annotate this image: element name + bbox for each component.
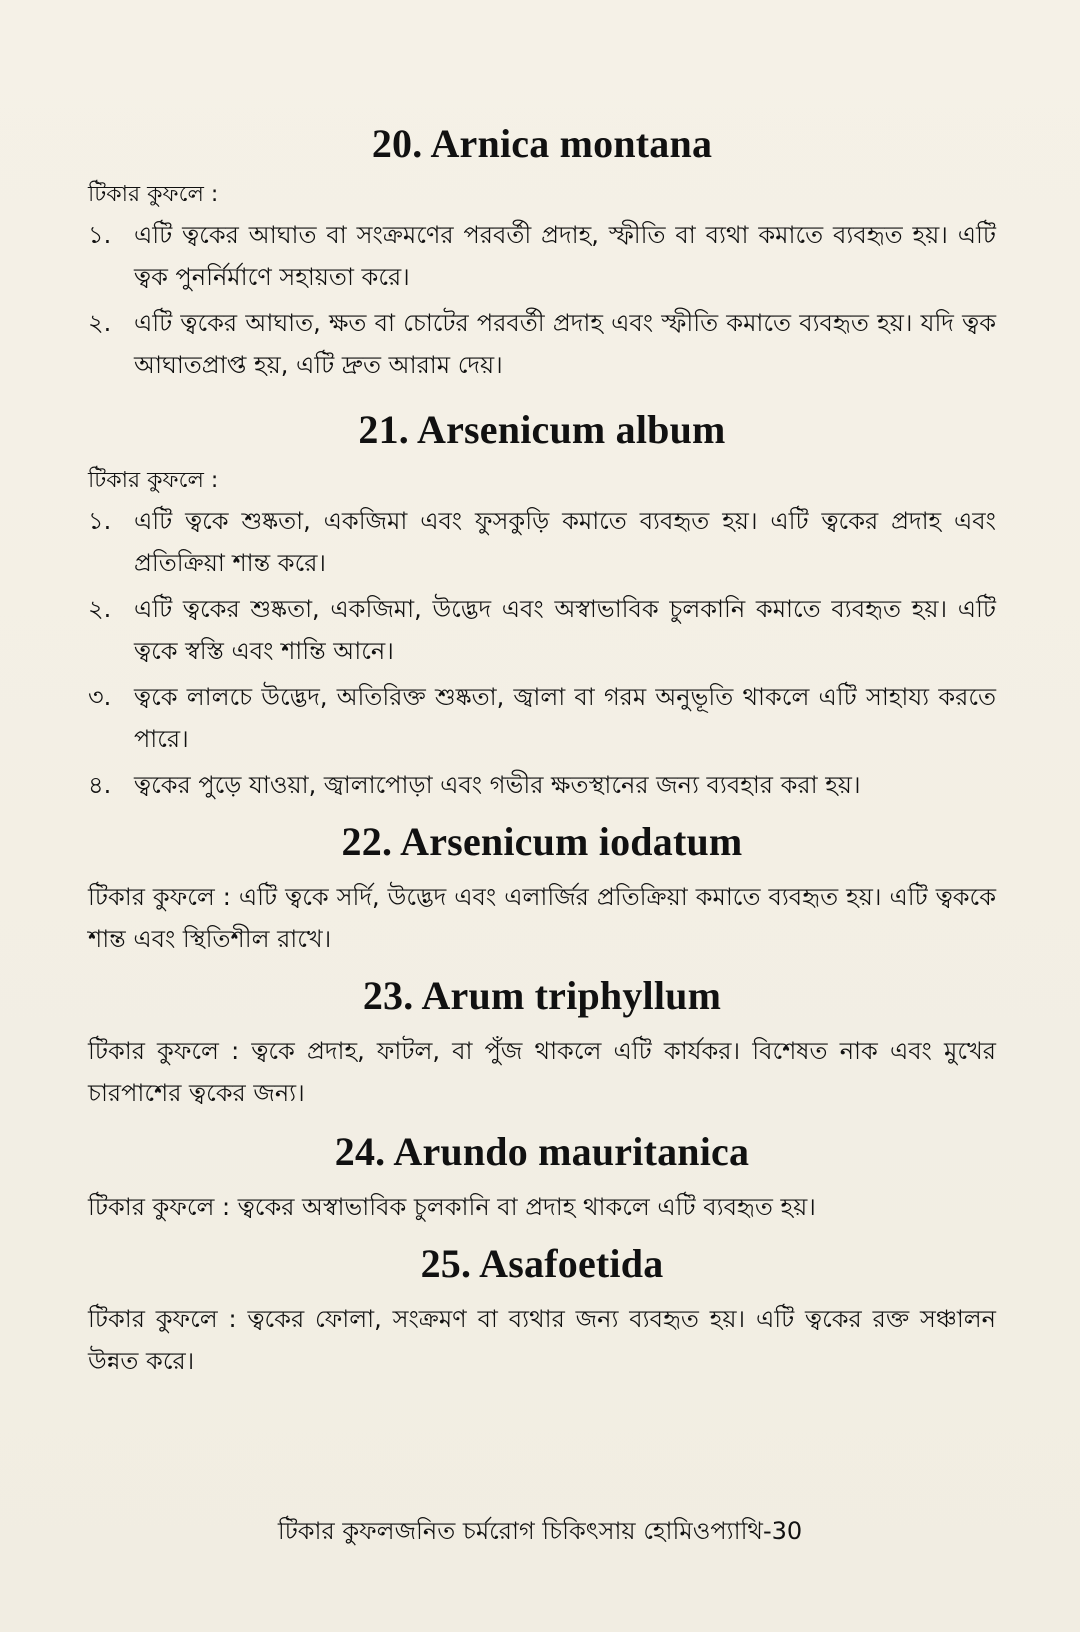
remedy-heading: 20. Arnica montana (371, 121, 713, 166)
remedy-heading: 23. Arum triphyllum (362, 973, 722, 1018)
remedy-entry-arsenicum-album (88, 404, 996, 806)
remedy-heading: 22. Arsenicum iodatum (341, 819, 743, 864)
remedy-point (88, 588, 996, 672)
remedy-paragraph: টিকার কুফলে : ত্বকের ফোলা, সংক্রমণ বা ব্যথার জন্য ব্যবহৃত হয়। এটি ত্বকের রক্ত সঞ্চালন উন্নত করে। (88, 1305, 996, 1375)
remedy-subheading: টিকার কুফলে : (88, 468, 219, 493)
point-text: এটি ত্বকের শুষ্কতা, একজিমা, উদ্ভেদ এবং অস্বাভাবিক চুলকানি কমাতে ব্যবহৃত হয়। এটি ত্বকে স্বস্তি এবং শান্তি আনে। (134, 595, 996, 665)
page-footer: টিকার কুফলজনিত চর্মরোগ চিকিৎসায় হোমিওপ্যাথি-30 (277, 1517, 803, 1545)
remedy-point (88, 302, 996, 386)
remedy-heading: 21. Arsenicum album (358, 407, 726, 452)
point-text: এটি ত্বকে শুষ্কতা, একজিমা এবং ফুসকুড়ি কমাতে ব্যবহৃত হয়। এটি ত্বকের প্রদাহ এবং প্রতিক্রিয়া শান্ত করে। (134, 507, 996, 577)
remedy-paragraph: টিকার কুফলে : ত্বকে প্রদাহ, ফাটল, বা পুঁজ থাকলে এটি কার্যকর। বিশেষত নাক এবং মুখের চারপাশের ত্বকের জন্য। (88, 1037, 996, 1107)
point-text: এটি ত্বকের আঘাত বা সংক্রমণের পরবর্তী প্রদাহ, স্ফীতি বা ব্যথা কমাতে ব্যবহৃত হয়। এটি ত্বক পুনর্নির্মাণে সহায়তা করে। (134, 221, 996, 291)
remedy-paragraph: টিকার কুফলে : ত্বকের অস্বাভাবিক চুলকানি বা প্রদাহ থাকলে এটি ব্যবহৃত হয়। (88, 1193, 816, 1221)
remedy-point (88, 500, 996, 584)
remedy-entry-arundo-mauritanica (88, 1126, 996, 1228)
point-number: ২. (88, 595, 112, 623)
remedy-point (88, 214, 996, 298)
point-number: ১. (88, 507, 112, 535)
remedy-entry-arnica-montana (88, 118, 996, 386)
point-number: ১. (88, 221, 112, 249)
remedy-subheading: টিকার কুফলে : (88, 182, 219, 207)
point-number: ৪. (88, 771, 112, 799)
remedy-point (88, 764, 996, 806)
point-text: এটি ত্বকের আঘাত, ক্ষত বা চোটের পরবর্তী প্রদাহ এবং স্ফীতি কমাতে ব্যবহৃত হয়। যদি ত্বক আঘাতপ্রাপ্ত হয়, এটি দ্রুত আরাম দেয়। (134, 309, 996, 379)
remedy-point (88, 676, 996, 760)
point-number: ৩. (88, 683, 112, 711)
point-text: ত্বকের পুড়ে যাওয়া, জ্বালাপোড়া এবং গভীর ক্ষতস্থানের জন্য ব্যবহার করা হয়। (134, 771, 861, 799)
remedy-points (88, 214, 996, 386)
remedy-entry-asafoetida (88, 1238, 996, 1382)
point-text: ত্বকে লালচে উদ্ভেদ, অতিরিক্ত শুষ্কতা, জ্বালা বা গরম অনুভূতি থাকলে এটি সাহায্য করতে পারে। (134, 683, 996, 753)
remedy-heading: 25. Asafoetida (420, 1241, 664, 1286)
remedy-entry-arum-triphyllum (88, 970, 996, 1114)
remedy-points (88, 500, 996, 806)
remedy-entry-arsenicum-iodatum (88, 816, 996, 960)
remedy-paragraph: টিকার কুফলে : এটি ত্বকে সর্দি, উদ্ভেদ এবং এলার্জির প্রতিক্রিয়া কমাতে ব্যবহৃত হয়। এটি ত্বককে শান্ত এবং স্থিতিশীল রাখে। (88, 883, 996, 953)
remedy-heading: 24. Arundo mauritanica (334, 1129, 750, 1174)
point-number: ২. (88, 309, 112, 337)
